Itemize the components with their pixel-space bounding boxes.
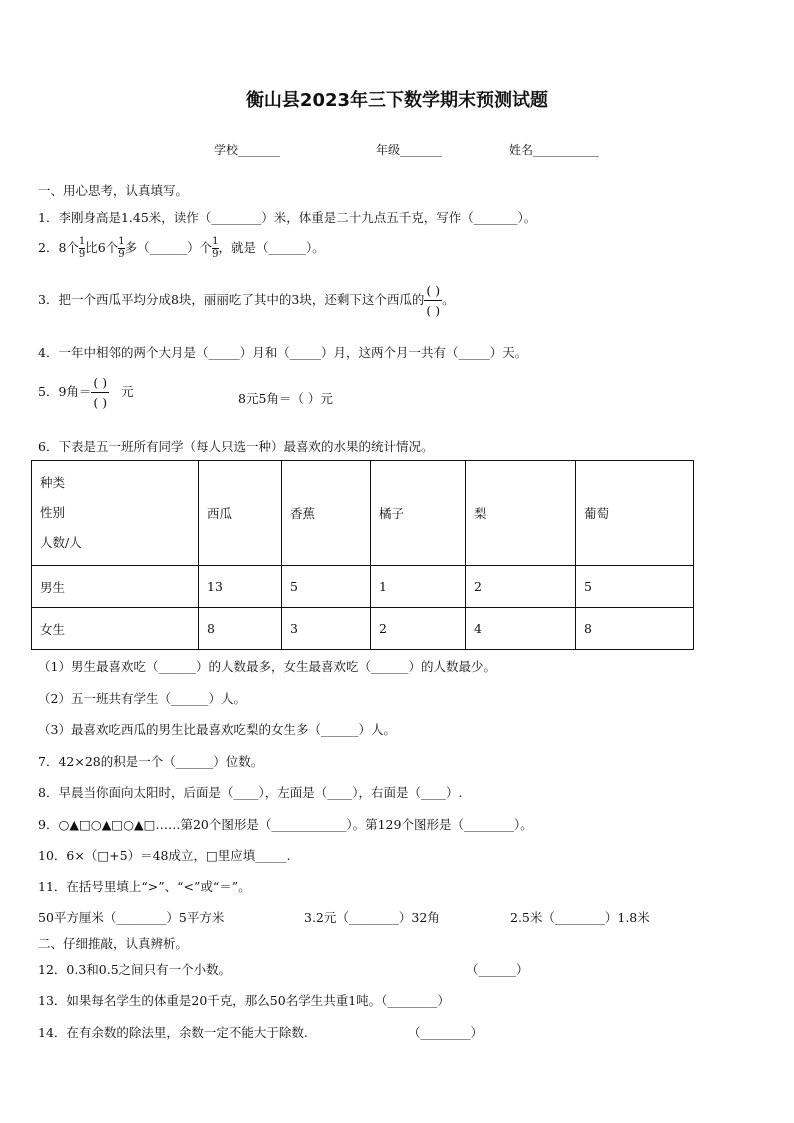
- question-6-2: （2）五一班共有学生（______）人。: [38, 691, 246, 706]
- section-2-heading: 二、仔细推敲，认真辨析。: [38, 936, 189, 951]
- q2-part-d: ，就是（______）。: [218, 240, 325, 255]
- question-14: 14．在有余数的除法里，余数一定不能大于除数.: [38, 1025, 308, 1040]
- table-cell: 2: [371, 608, 466, 650]
- table-cell: 8: [576, 608, 694, 650]
- question-12-blank: （______）: [466, 962, 529, 977]
- question-5: [38, 375, 134, 410]
- table-row: [32, 566, 694, 608]
- table-header-cell: 梨: [466, 461, 576, 566]
- row-label: 女生: [32, 608, 199, 650]
- fraction-numerator: 1: [118, 236, 125, 247]
- table-row: [32, 608, 694, 650]
- q2-part-a: 2．8个: [38, 240, 79, 255]
- q5-unit: 元: [121, 384, 134, 399]
- blank-numerator: ( ): [426, 283, 441, 298]
- fraction-numerator: 1: [78, 236, 86, 247]
- question-6-3: （3）最喜欢吃西瓜的男生比最喜欢吃梨的女生多（______）人。: [38, 722, 396, 737]
- q2-part-b: 比6个: [85, 240, 119, 255]
- question-5-b: 8元5角＝（ ）元: [238, 391, 333, 406]
- question-3: [38, 283, 455, 318]
- table-header-cell: 西瓜: [199, 461, 282, 566]
- question-9: 9．○▲□○▲□○▲□……第20个图形是（____________）。第129个图形是（________）。: [38, 817, 533, 832]
- table-corner-cell: [32, 461, 199, 566]
- corner-label-gender: 性别: [40, 505, 66, 520]
- row-label: 男生: [32, 566, 199, 608]
- table-cell: 13: [199, 566, 282, 608]
- blank-denominator: ( ): [93, 395, 108, 410]
- question-6-1: （1）男生最喜欢吃（______）的人数最多，女生最喜欢吃（______）的人数最少。: [38, 659, 496, 674]
- name-field: 姓名___________: [509, 143, 600, 157]
- q3-end: 。: [442, 292, 455, 307]
- table-cell: 5: [282, 566, 371, 608]
- question-11: 11．在括号里填上“>”、“<”或“＝”。: [38, 879, 251, 894]
- question-14-blank: （________）: [408, 1025, 484, 1040]
- section-1-heading: 一、用心思考，认真填写。: [38, 183, 189, 198]
- page-title: 衡山县2023年三下数学期末预测试题: [245, 90, 549, 111]
- question-8: 8．早晨当你面向太阳时，后面是（____），左面是（____），右面是（____）.: [38, 785, 463, 800]
- question-7: 7．42×28的积是一个（______）位数。: [38, 754, 264, 769]
- corner-label-category: 种类: [40, 475, 66, 490]
- question-13: 13．如果每名学生的体重是20千克，那么50名学生共重1吨。（________）: [38, 993, 450, 1008]
- table-header-row: [32, 461, 694, 566]
- school-field: 学校_______: [214, 143, 281, 157]
- question-12: 12．0.3和0.5之间只有一个小数。: [38, 962, 232, 977]
- fraction-denominator: 9: [78, 249, 86, 260]
- question-10: 10．6×（□+5）＝48成立，□里应填_____.: [38, 848, 291, 863]
- fraction-denominator: 9: [118, 249, 125, 260]
- comparison-item: 50平方厘米（________）5平方米: [38, 910, 225, 925]
- comparison-item: 3.2元（________）32角: [304, 910, 440, 925]
- fruit-stats-table: [31, 460, 694, 650]
- question-6: 6．下表是五一班所有同学（每人只选一种）最喜欢的水果的统计情况。: [38, 439, 434, 454]
- table-cell: 1: [371, 566, 466, 608]
- table-cell: 4: [466, 608, 576, 650]
- comparison-item: 2.5米（________）1.8米: [510, 910, 650, 925]
- blank-denominator: ( ): [426, 303, 441, 318]
- grade-field: 年级_______: [376, 143, 443, 157]
- q2-part-c: 多（______）个: [124, 240, 213, 255]
- blank-numerator: ( ): [93, 375, 108, 390]
- fraction-denominator: 9: [212, 249, 219, 260]
- q3-text: 3．把一个西瓜平均分成8块，丽丽吃了其中的3块，还剩下这个西瓜的: [38, 292, 425, 307]
- blank-fraction: [424, 283, 442, 318]
- fraction-numerator: 1: [212, 236, 219, 247]
- question-4: 4．一年中相邻的两个大月是（_____）月和（_____）月，这两个月一共有（_____）天。: [38, 345, 528, 360]
- table-header-cell: 香蕉: [282, 461, 371, 566]
- question-2: [38, 237, 325, 260]
- table-cell: 2: [466, 566, 576, 608]
- question-1: 1．李刚身高是1.45米，读作（________）米，体重是二十九点五千克，写作（_______）。: [38, 210, 537, 225]
- table-cell: 3: [282, 608, 371, 650]
- corner-label-count: 人数/人: [40, 535, 82, 550]
- table-cell: 8: [199, 608, 282, 650]
- blank-fraction: [91, 375, 109, 410]
- q5-part-a: 5．9角＝: [38, 384, 92, 399]
- table-cell: 5: [576, 566, 694, 608]
- table-header-cell: 葡萄: [576, 461, 694, 566]
- table-header-cell: 橘子: [371, 461, 466, 566]
